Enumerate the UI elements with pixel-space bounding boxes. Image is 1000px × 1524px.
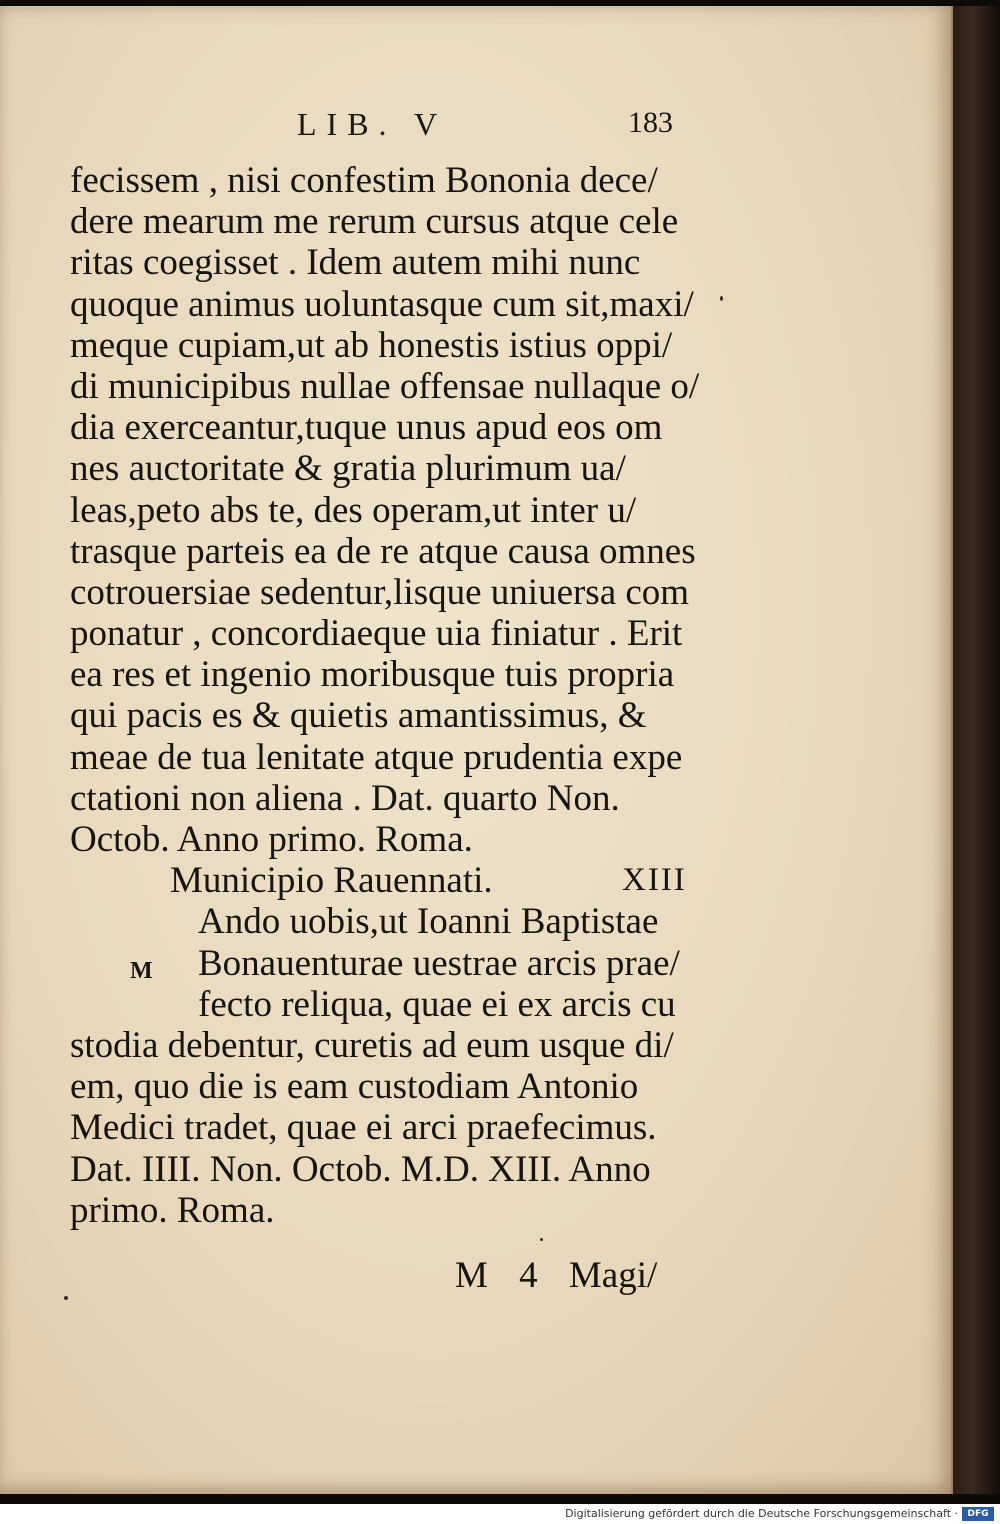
page-number: 183	[628, 106, 673, 139]
text-line: qui pacis es & quietis amantissimus, &	[70, 695, 647, 737]
text-line: Medici tradet, quae ei arci praefecimus.	[70, 1107, 657, 1149]
book-edge	[953, 6, 1000, 1494]
text-line: meae de tua lenitate atque prudentia expe	[70, 736, 683, 778]
text-line: quoque animus uoluntasque cum sit,maxi/	[70, 283, 694, 325]
digitization-footer	[0, 1504, 1000, 1524]
paper-speck	[720, 296, 723, 301]
text-line: ponatur , concordiaeque uia finiatur . Erit	[70, 613, 683, 655]
dfg-logo-icon: DFG	[962, 1507, 994, 1521]
letter-number: XIII	[622, 862, 687, 899]
letter-address: Municipio Rauennati.	[170, 860, 493, 902]
text-line: dere mearum me rerum cursus atque cele	[70, 201, 679, 243]
text-line: ea res et ingenio moribusque tuis propria	[70, 654, 675, 696]
text-line: fecto reliqua, quae ei ex arcis cu	[198, 983, 676, 1025]
text-line: Dat. IIII. Non. Octob. M.D. XIII. Anno	[70, 1148, 651, 1190]
letter-heading	[70, 860, 710, 901]
text-line: di municipibus nullae offensae nullaque o/	[70, 365, 700, 407]
text-line	[70, 943, 710, 984]
catchword: Magi/	[568, 1255, 658, 1296]
text-line: primo. Roma.	[70, 1189, 275, 1231]
text-line: Ando uobis,ut Ioanni Baptistae	[198, 901, 659, 943]
text-line: leas,peto abs te, des operam,ut inter u/	[70, 489, 637, 531]
paper-speck	[64, 1296, 68, 1300]
body-text	[70, 160, 710, 1231]
text-line: trasque parteis ea de re atque causa omnes	[70, 530, 696, 572]
text-line: meque cupiam,ut ab honestis istius oppi/	[70, 324, 673, 366]
text-line: ritas coegisset . Idem autem mihi nunc	[70, 242, 641, 284]
text-line: fecissem , nisi confestim Bononia dece/	[70, 160, 658, 201]
text-line: Octob. Anno primo. Roma.	[70, 819, 473, 860]
catchword-line	[455, 1254, 657, 1297]
running-head-title: LIB. V	[297, 106, 448, 142]
text-line-content: Bonauenturae uestrae arcis prae/	[198, 942, 680, 984]
text-line: em, quo die is eam custodiam Antonio	[70, 1066, 639, 1108]
text-line: cotrouersiae sedentur,lisque uniuersa com	[70, 571, 690, 613]
running-head	[0, 106, 951, 146]
text-line: dia exerceantur,tuque unus apud eos om	[70, 407, 663, 449]
paper-speck	[540, 1238, 543, 1241]
text-line: stodia debentur, curetis ad eum usque di/	[70, 1024, 674, 1066]
book-page	[0, 6, 953, 1494]
signature-mark: M 4	[455, 1255, 538, 1296]
text-line: ctationi non aliena . Dat. quarto Non.	[70, 777, 620, 819]
footer-credit: Digitalisierung gefördert durch die Deutsche Forschungsgemeinschaft ·	[565, 1507, 958, 1520]
text-line: nes auctoritate & gratia plurimum ua/	[70, 448, 626, 490]
initial-letter: M	[130, 957, 153, 984]
